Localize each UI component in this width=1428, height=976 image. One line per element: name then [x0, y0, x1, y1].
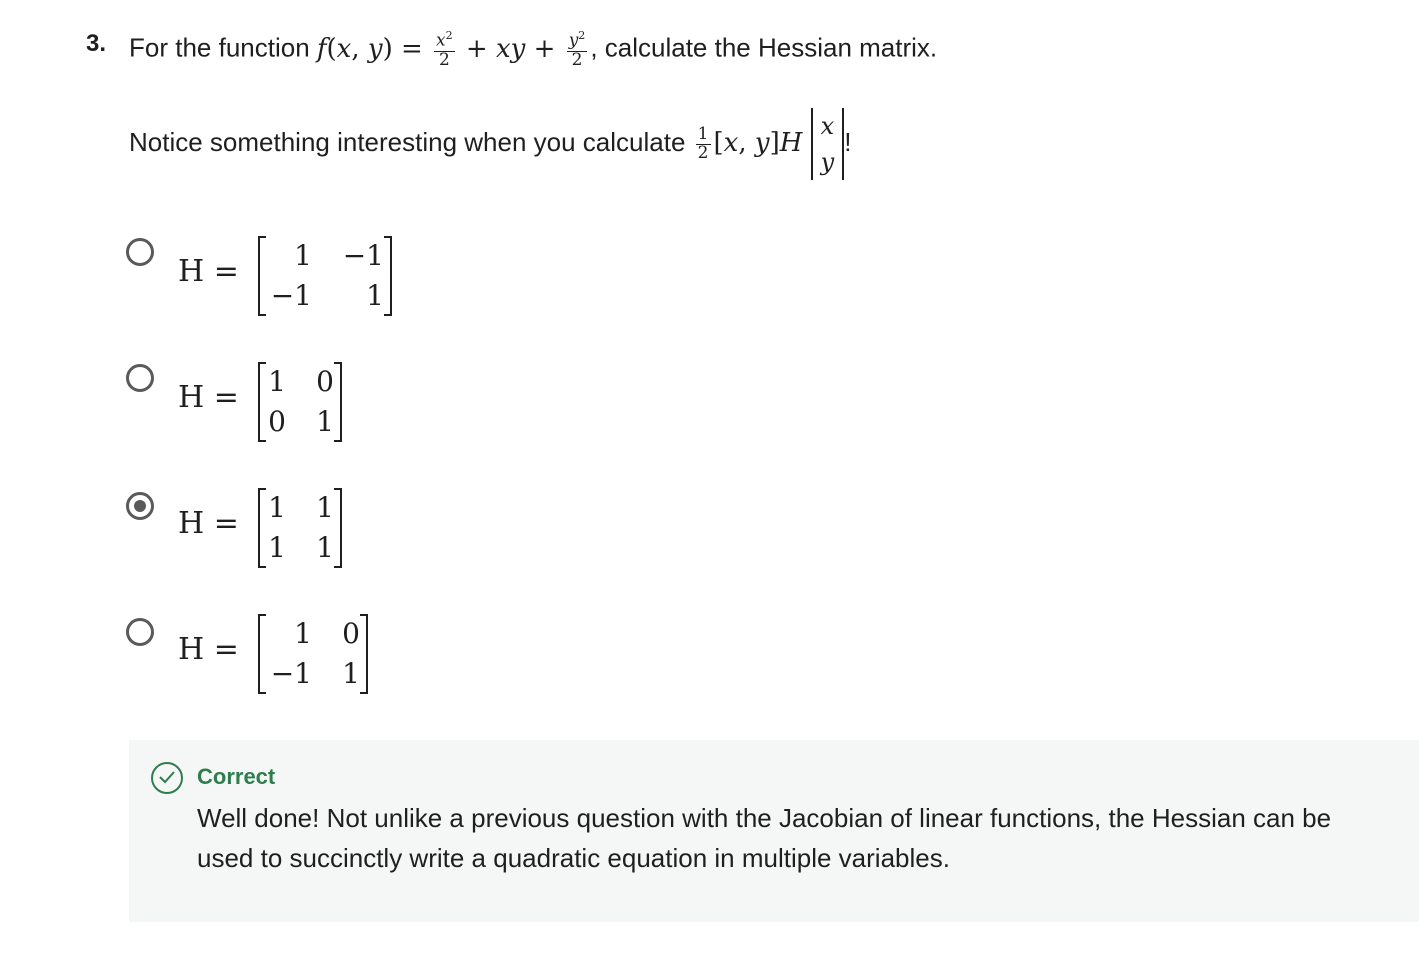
question-prefix: For the function	[129, 32, 310, 63]
question-text	[129, 30, 937, 69]
note-suffix: !	[844, 127, 852, 157]
option-4-cell-12: 0	[342, 617, 360, 650]
answer-option-2[interactable]	[126, 362, 386, 452]
feedback-status: Correct	[197, 764, 276, 789]
radio-button-option-1[interactable]	[126, 238, 154, 266]
question-suffix: , calculate the Hessian matrix.	[590, 32, 938, 63]
option-4-cell-21: −1	[270, 657, 312, 690]
option-3-matrix	[258, 488, 342, 568]
question-number: 3.	[86, 30, 107, 57]
option-3-cell-11: 1	[268, 491, 286, 524]
option-3-cell-22: 1	[316, 531, 334, 564]
radio-button-option-2[interactable]	[126, 364, 154, 392]
option-2-cell-12: 0	[316, 365, 334, 398]
radio-button-option-4[interactable]	[126, 618, 154, 646]
option-4-lhs: H =	[178, 632, 239, 667]
option-4-cell-22: 1	[342, 657, 360, 690]
option-2-cell-11: 1	[268, 365, 286, 398]
option-1-cell-21: −1	[270, 279, 312, 312]
option-1-lhs: H =	[178, 254, 239, 289]
answer-option-4[interactable]	[126, 614, 406, 704]
answer-option-1[interactable]	[126, 236, 426, 326]
feedback-message: Well done! Not unlike a previous question with the Jacobian of linear functions, the Hessian can be used to succinctly write a quadratic equation in multiple variables.	[197, 803, 1332, 873]
question-note	[129, 108, 851, 180]
answer-option-3[interactable]	[126, 488, 386, 578]
option-4-matrix	[258, 614, 368, 694]
feedback-panel	[129, 740, 1419, 922]
check-circle-icon	[151, 762, 183, 794]
option-1-cell-12: −1	[342, 239, 384, 272]
option-1-matrix	[258, 236, 392, 316]
option-2-matrix	[258, 362, 342, 442]
option-3-cell-21: 1	[268, 531, 286, 564]
option-1-cell-11: 1	[294, 239, 312, 272]
note-prefix: Notice something interesting when you calculate	[129, 127, 686, 157]
option-2-lhs: H =	[178, 380, 239, 415]
option-3-cell-12: 1	[316, 491, 334, 524]
option-2-cell-22: 1	[316, 405, 334, 438]
option-2-cell-21: 0	[268, 405, 286, 438]
function-formula: f(x, y) = $\frac{x^2}{2}$ + xy + $\frac{y^2}{2}$	[316, 29, 586, 70]
radio-button-option-3-selected[interactable]	[126, 492, 154, 520]
quadratic-form-formula: $\frac{1}{2}$ [x, y]H x y	[693, 128, 845, 158]
option-1-cell-22: 1	[366, 279, 384, 312]
option-3-lhs: H =	[178, 506, 239, 541]
option-4-cell-11: 1	[294, 617, 312, 650]
